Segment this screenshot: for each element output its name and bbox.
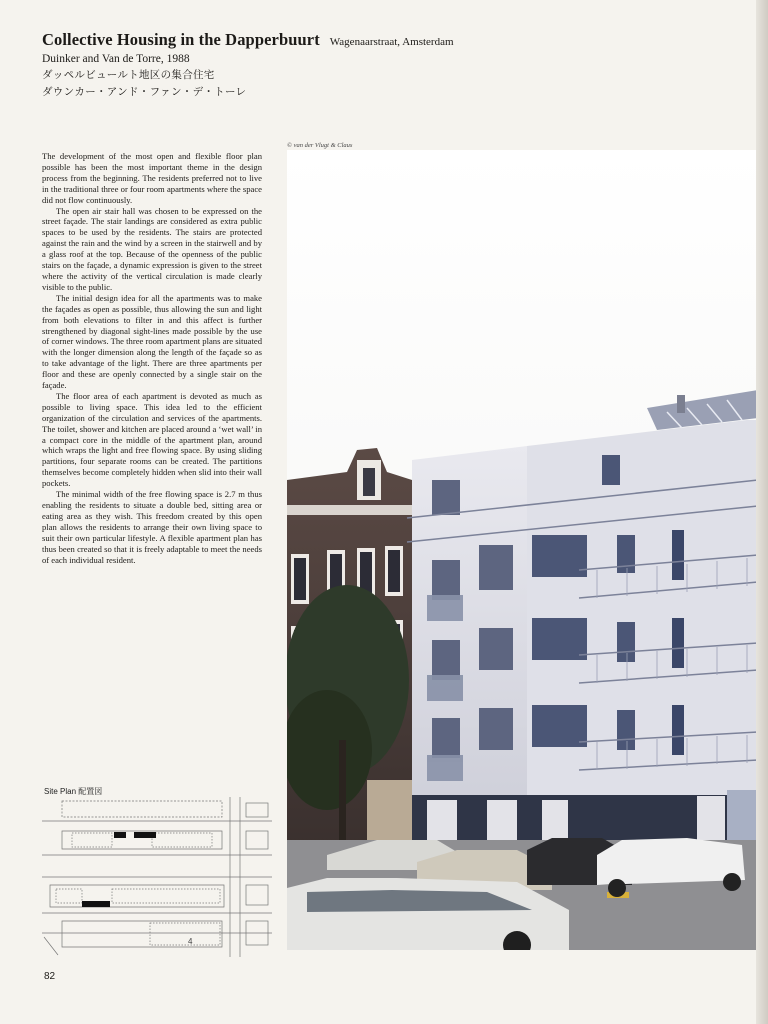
article-title: Collective Housing in the Dapperbuurt — [42, 30, 320, 49]
japanese-title: ダッペルビュールト地区の集合住宅 — [42, 69, 215, 81]
paragraph-1: The development of the most open and flexible floor plan possible has been the most important theme in the design process from the beginning. The residents preferred not to live in the traditional three or four room apartments where the space did not flow continuously. — [42, 151, 262, 205]
article-body — [42, 151, 262, 565]
paragraph-3: The initial design idea for all the apartments was to make the façades as open as possible, thus allowing the sun and light from both elevations to filter in and this affect is further strengthened by diagonal sight-lines made possible by the use of corner windows. The three room apartment plans are situated with the longer dimension along the length of the façade so as to take advantage of the light. There are three apartments per floor and these are openly connected by a single stair on the façade. — [42, 292, 262, 391]
site-plan-label: Site Plan 配置図 — [44, 787, 103, 796]
apartment-block — [407, 390, 758, 845]
paragraph-4: The floor area of each apartment is devoted as much as possible to living space. This idea led to the efficient organization of the circulation and services of the apartments. The toilet, shower and kitchen are placed around a ‘wet wall’ in a compact core in the middle of the apartment plan, around which wraps the light and free flowing space. By using sliding partitions, four separate rooms can be created. The partitions themselves become completely hidden when slid into their wall pockets. — [42, 390, 262, 489]
architects-year: Duinker and Van de Torre, 1988 — [42, 53, 190, 65]
japanese-architects: ダウンカー・アンド・ファン・デ・トーレ — [42, 86, 247, 98]
title-line — [42, 30, 602, 50]
page-number: 82 — [44, 971, 56, 982]
site-plan-number: 4 — [188, 937, 193, 946]
paragraph-5: The minimal width of the free flowing space is 2.7 m thus enabling the residents to situate a double bed, sitting area or eating area as they wish. This freedom created by this open plan allows the residents to arrange their own living space to suit their own particular lifestyle. A flexible apartment plan has thus been created so that it is freely adaptable to meet the needs of each individual resident. — [42, 489, 262, 565]
article-header — [42, 30, 602, 99]
photo-credit: © van der Vlugt & Claus — [287, 142, 353, 149]
paragraph-2: The open air stair hall was chosen to be expressed on the street façade. The stair landings are considered as extra public spaces to be used by the residents. The stairs are protected against the rain and the wind by a screen in the stairwell and by a glass roof at the top. Because of the openness of the public stairs on the façade, a dynamic expression is given to the street where the activity of the vertical circulation is made clearly visible to the public. — [42, 205, 262, 292]
page-edge — [756, 0, 768, 1024]
site-plan-drawing — [42, 797, 272, 957]
project-location: Wagenaarstraat, Amsterdam — [329, 36, 454, 48]
building-photo — [287, 150, 758, 950]
